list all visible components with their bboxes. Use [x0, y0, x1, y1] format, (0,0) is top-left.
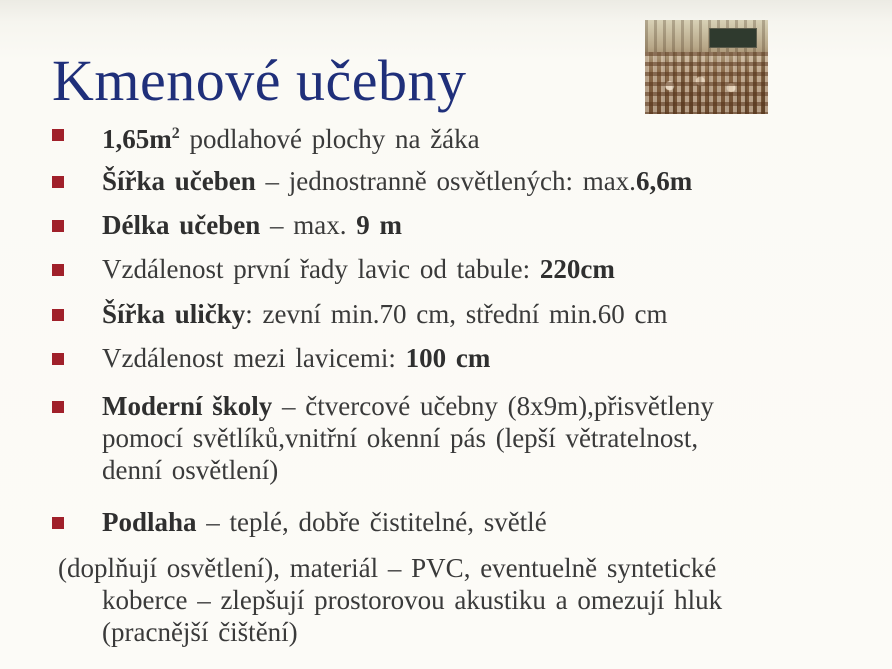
continuation-line3: (pracnější čištění) [102, 617, 298, 647]
bold-text: Šířka učeben [102, 166, 256, 196]
bullet-marker [52, 517, 64, 529]
bullet-item-floor-area [102, 118, 872, 155]
bold-value: 100 cm [405, 343, 491, 373]
bold-text: Šířka uličky [102, 299, 246, 329]
bullet-marker [52, 129, 64, 141]
bold-text: 1,65m [102, 124, 172, 154]
bold-value: 9 m [356, 210, 402, 240]
floor-continuation [58, 552, 878, 648]
bold-text: Moderní školy [102, 391, 273, 421]
bold-value: 6,6m [635, 166, 693, 196]
superscript: 2 [171, 125, 180, 142]
bold-value: 220cm [539, 254, 615, 284]
bullet-item-modern-schools [102, 390, 872, 486]
continuation-line1: (doplňují osvětlení), materiál – PVC, eventuelně syntetické [58, 553, 717, 583]
bullet-item-length [102, 209, 872, 241]
item-text: – teplé, dobře čistitelné, světlé [196, 507, 547, 537]
bullet-item-desk-distance [102, 342, 872, 374]
bullet-item-first-row-distance [102, 253, 872, 285]
bold-text: Podlaha [102, 507, 197, 537]
item-text: podlahové plochy na žáka [179, 124, 480, 154]
bullet-marker [52, 220, 64, 232]
continuation-line2: koberce – zlepšují prostorovou akustiku a omezují hluk [102, 585, 723, 615]
slide-title: Kmenové učebny [52, 48, 467, 113]
item-text: : zevní min.70 cm, střední min.60 cm [245, 299, 668, 329]
item-text: – jednostranně osvětlených: max. [255, 166, 636, 196]
bold-text: Délka učeben [102, 210, 261, 240]
bullet-marker [52, 401, 64, 413]
item-text: – max. [260, 210, 357, 240]
bullet-marker [52, 264, 64, 276]
bullet-marker [52, 309, 64, 321]
bullet-marker [52, 176, 64, 188]
bullet-item-floor [102, 506, 872, 538]
item-text: Vzdálenost mezi lavicemi: [102, 343, 406, 373]
bullet-marker [52, 353, 64, 365]
item-text: – čtvercové učebny (8x9m),přisvětleny [272, 391, 714, 421]
item-text-line3: denní osvětlení) [102, 455, 279, 485]
bullet-item-width [102, 165, 872, 197]
bullet-item-aisle-width [102, 298, 872, 330]
item-text-line2: pomocí světlíků,vnitřní okenní pás (lepší větratelnost, [102, 423, 699, 453]
item-text: Vzdálenost první řady lavic od tabule: [102, 254, 540, 284]
